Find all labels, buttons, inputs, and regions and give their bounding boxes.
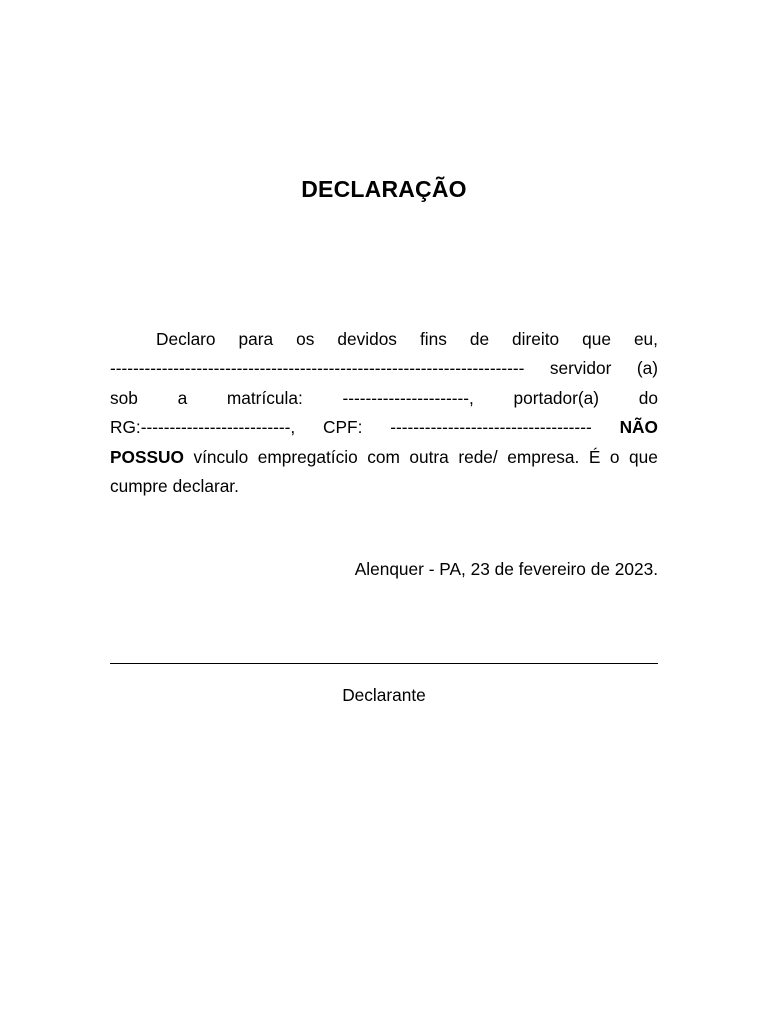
word: os: [296, 329, 315, 349]
word: É: [588, 446, 601, 467]
word: rede/: [458, 446, 498, 467]
word: que: [582, 329, 611, 349]
word: que: [629, 446, 658, 467]
word: empresa.: [507, 446, 580, 467]
word: sob: [110, 387, 138, 408]
rg-blank: RG:--------------------------,: [110, 417, 296, 438]
word: vínculo: [193, 446, 249, 467]
word: do: [638, 387, 658, 408]
word: fins: [419, 329, 447, 349]
word: direito: [512, 329, 560, 349]
signature-line: [110, 663, 658, 664]
document-title: DECLARAÇÃO: [301, 176, 467, 202]
word: o: [609, 446, 620, 467]
cpf-blank: -----------------------------------: [390, 417, 592, 438]
word: (a): [636, 358, 658, 379]
word: declarar.: [172, 475, 239, 496]
word: outra: [409, 446, 449, 467]
signer-label: Declarante: [342, 685, 426, 705]
word: matrícula:: [226, 387, 303, 408]
body-line-3: [110, 384, 658, 413]
emphasis-word: NÃO: [619, 417, 658, 438]
word: para: [238, 329, 274, 349]
place-and-date: Alenquer - PA, 23 de fevereiro de 2023.: [354, 559, 658, 579]
word: portador(a): [513, 387, 600, 408]
emphasis-word: POSSUO: [110, 446, 184, 467]
body-line-1: [110, 325, 658, 354]
registration-blank: ----------------------,: [342, 387, 474, 408]
word: de: [469, 329, 490, 349]
word: cumpre: [110, 475, 168, 496]
word: servidor: [549, 358, 612, 379]
body-line-2: [110, 354, 658, 383]
word: a: [177, 387, 188, 408]
word: com: [367, 446, 400, 467]
body-line-4: [110, 413, 658, 442]
word: Declaro: [156, 329, 216, 349]
name-blank: ------------------------------------------------------------------------: [110, 358, 525, 379]
word: empregatício: [257, 446, 358, 467]
body-line-6: [110, 472, 658, 501]
word: devidos: [337, 329, 397, 349]
word: CPF:: [323, 417, 363, 438]
declaration-body: [110, 325, 658, 501]
word: eu,: [633, 329, 658, 349]
body-line-5: [110, 443, 658, 472]
